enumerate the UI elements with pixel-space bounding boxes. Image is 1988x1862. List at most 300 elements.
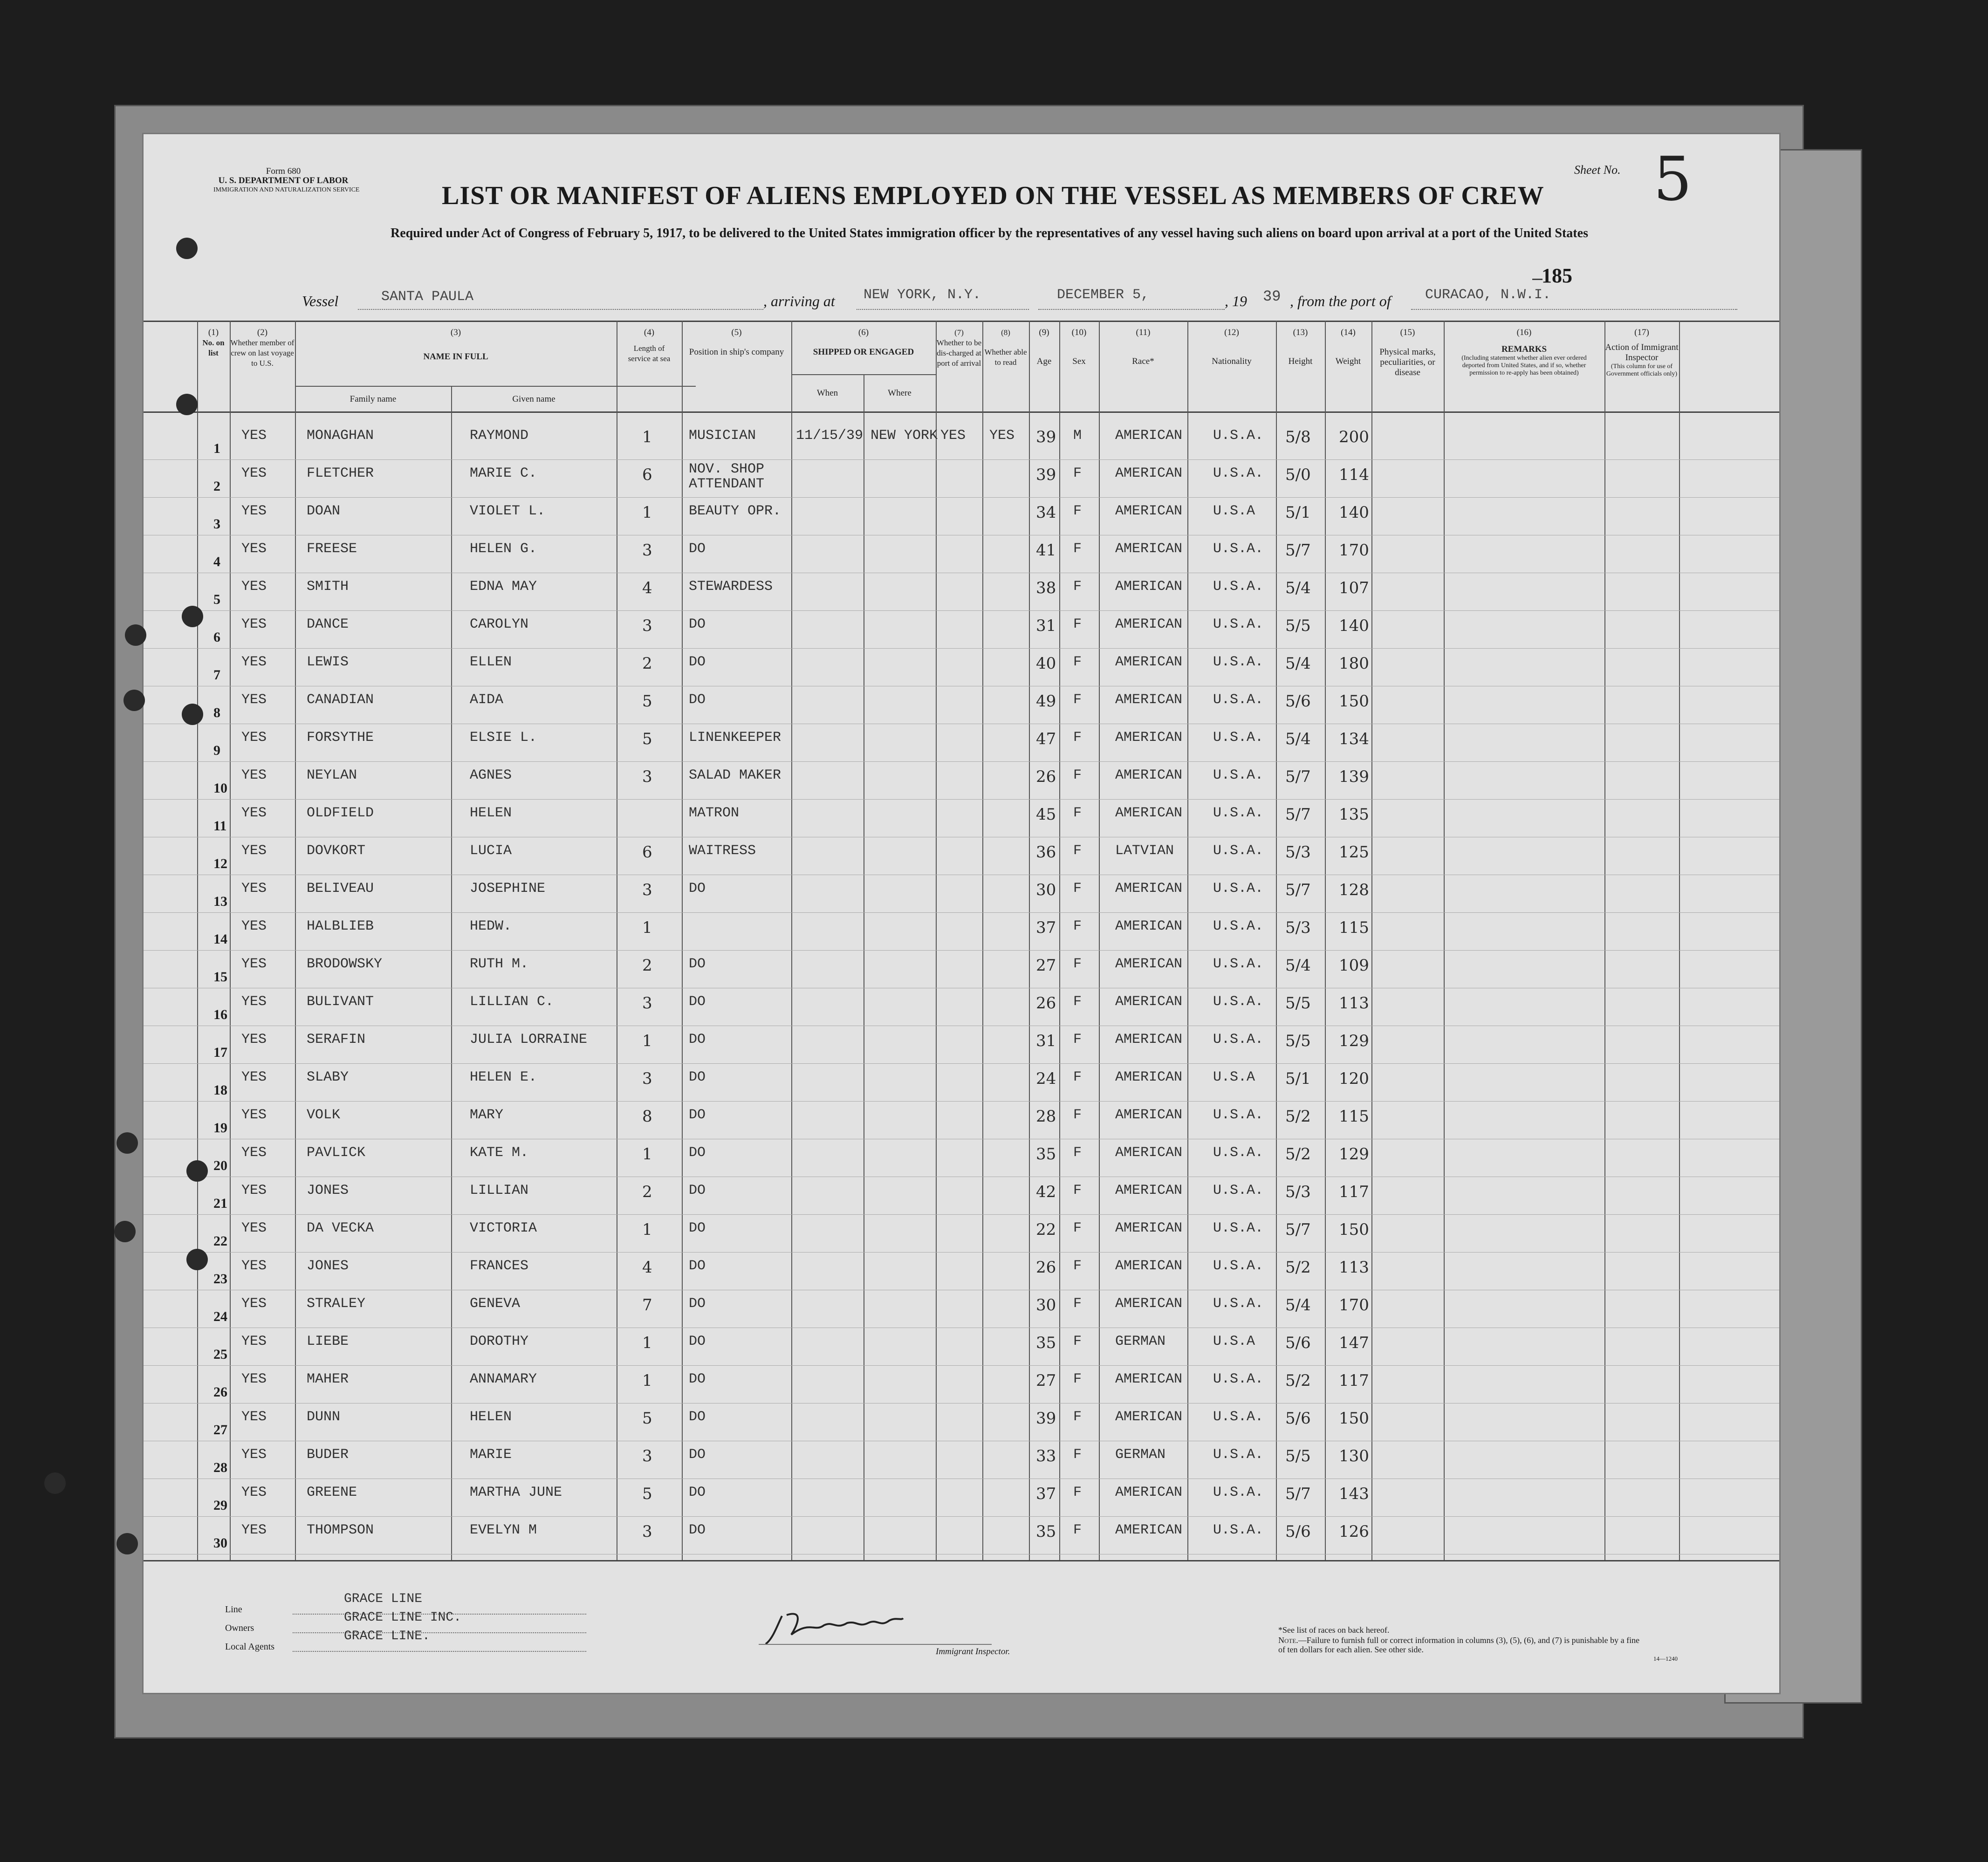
race-cell: GERMAN <box>1115 1447 1166 1463</box>
col-heading-no: (1) No. on list <box>202 328 225 357</box>
service-cell: 2 <box>642 1183 652 1201</box>
weight-cell: 139 <box>1339 767 1369 786</box>
height-cell: 5/6 <box>1285 1409 1311 1428</box>
weight-cell: 129 <box>1339 1032 1369 1050</box>
row-rule <box>144 610 1779 611</box>
row-number: 27 <box>213 1422 227 1438</box>
row-number: 30 <box>213 1535 227 1551</box>
nationality-cell: U.S.A. <box>1213 579 1264 595</box>
table-row <box>144 461 1779 498</box>
row-number: 21 <box>213 1196 227 1211</box>
sex-cell: F <box>1073 692 1082 708</box>
sex-cell: F <box>1073 994 1082 1010</box>
manifest-sheet <box>142 133 1781 1694</box>
family-name-cell: MAHER <box>307 1371 349 1387</box>
family-name-cell: DANCE <box>307 616 349 632</box>
weight-cell: 147 <box>1339 1334 1369 1352</box>
height-cell: 5/7 <box>1285 1485 1311 1503</box>
sex-cell: F <box>1073 805 1082 821</box>
age-cell: 26 <box>1036 1258 1056 1277</box>
row-number: 18 <box>213 1082 227 1098</box>
row-rule <box>144 1063 1779 1064</box>
given-name-cell: RAYMOND <box>470 428 529 444</box>
col-heading-crew: (2) Whether member of crew on last voyage to U.S. <box>230 328 295 368</box>
crew-cell: YES <box>241 1371 267 1387</box>
owners-label: Owners <box>225 1623 254 1633</box>
position-cell: MATRON <box>689 805 740 821</box>
nationality-cell: U.S.A. <box>1213 881 1264 897</box>
crew-cell: YES <box>241 466 267 481</box>
line-label: Line <box>225 1604 242 1615</box>
crew-cell: YES <box>241 1296 267 1312</box>
row-number: 23 <box>213 1271 227 1287</box>
arrival-date: DECEMBER 5, <box>1057 287 1150 303</box>
table-row <box>144 989 1779 1027</box>
nationality-cell: U.S.A <box>1213 503 1255 519</box>
race-cell: AMERICAN <box>1115 1032 1183 1047</box>
weight-cell: 130 <box>1339 1447 1369 1465</box>
race-cell: AMERICAN <box>1115 994 1183 1010</box>
given-name-cell: MARTHA JUNE <box>470 1485 562 1500</box>
weight-cell: 109 <box>1339 956 1369 975</box>
position-cell: DO <box>689 616 706 632</box>
table-row <box>144 1404 1779 1442</box>
race-cell: GERMAN <box>1115 1334 1166 1349</box>
race-cell: AMERICAN <box>1115 1069 1183 1085</box>
service-cell: 3 <box>642 994 652 1013</box>
list-number-dash <box>1532 279 1542 280</box>
sex-cell: F <box>1073 843 1082 859</box>
binder-hole <box>125 624 146 646</box>
family-name-cell: FORSYTHE <box>307 730 374 746</box>
family-name-cell: JONES <box>307 1258 349 1274</box>
height-cell: 5/4 <box>1285 956 1311 975</box>
inspector-line <box>759 1644 992 1645</box>
height-cell: 5/1 <box>1285 1069 1311 1088</box>
form-code: 14—1240 <box>1653 1655 1678 1662</box>
crew-cell: YES <box>241 956 267 972</box>
given-name-cell: JULIA LORRAINE <box>470 1032 588 1047</box>
sex-cell: F <box>1073 730 1082 746</box>
position-cell: DO <box>689 1258 706 1274</box>
binder-hole <box>182 704 203 725</box>
race-cell: AMERICAN <box>1115 1145 1183 1161</box>
given-name-cell: CAROLYN <box>470 616 529 632</box>
row-number: 22 <box>213 1233 227 1249</box>
race-cell: AMERICAN <box>1115 1522 1183 1538</box>
sex-cell: F <box>1073 1371 1082 1387</box>
row-number: 29 <box>213 1498 227 1513</box>
height-cell: 5/4 <box>1285 654 1311 673</box>
race-cell: AMERICAN <box>1115 1296 1183 1312</box>
height-cell: 5/5 <box>1285 1447 1311 1465</box>
crew-cell: YES <box>241 541 267 557</box>
weight-cell: 135 <box>1339 805 1369 824</box>
height-cell: 5/2 <box>1285 1371 1311 1390</box>
table-row <box>144 1102 1779 1140</box>
binder-hole <box>182 606 203 627</box>
position-cell: DO <box>689 1447 706 1463</box>
given-name-cell: EVELYN M <box>470 1522 537 1538</box>
shipped-when-cell: 11/15/39 <box>796 428 864 444</box>
age-cell: 27 <box>1036 1371 1056 1390</box>
nationality-cell: U.S.A. <box>1213 1107 1264 1123</box>
service-cell: 3 <box>642 1522 652 1541</box>
age-cell: 37 <box>1036 918 1056 937</box>
height-cell: 5/6 <box>1285 1522 1311 1541</box>
crew-cell: YES <box>241 616 267 632</box>
nationality-cell: U.S.A. <box>1213 466 1264 481</box>
table-row <box>144 687 1779 725</box>
sex-cell: F <box>1073 1032 1082 1047</box>
agents-underline <box>293 1651 586 1652</box>
row-number: 24 <box>213 1309 227 1324</box>
position-cell: DO <box>689 1485 706 1500</box>
service-cell: 8 <box>642 1107 652 1126</box>
family-name-cell: HALBLIEB <box>307 918 374 934</box>
race-cell: AMERICAN <box>1115 1258 1183 1274</box>
line-value: GRACE LINE <box>344 1592 423 1606</box>
row-number: 16 <box>213 1007 227 1022</box>
age-cell: 35 <box>1036 1334 1056 1352</box>
weight-cell: 115 <box>1339 1107 1369 1126</box>
family-name-cell: NEYLAN <box>307 767 357 783</box>
position-cell: DO <box>689 1183 706 1198</box>
nationality-cell: U.S.A. <box>1213 1371 1264 1387</box>
row-number: 20 <box>213 1158 227 1173</box>
binder-hole <box>117 1533 138 1554</box>
col-heading-read: (8) Whether able to read <box>984 328 1027 367</box>
col-heading-when: When <box>816 388 838 398</box>
family-name-cell: SERAFIN <box>307 1032 366 1047</box>
position-cell: MUSICIAN <box>689 428 756 444</box>
crew-cell: YES <box>241 1258 267 1274</box>
col-heading-age: (9) Age <box>1036 328 1052 366</box>
nationality-cell: U.S.A. <box>1213 541 1264 557</box>
col-heading-discharged: (7) Whether to be dis-charged at port of arrival <box>936 328 982 368</box>
col-heading-service: (4) Length of service at sea <box>628 328 671 363</box>
table-row <box>144 1442 1779 1479</box>
table-row <box>144 952 1779 989</box>
row-rule <box>144 761 1779 762</box>
binder-hole <box>117 1132 138 1154</box>
age-cell: 36 <box>1036 843 1056 862</box>
nationality-cell: U.S.A <box>1213 1334 1255 1349</box>
read-cell: YES <box>989 428 1015 444</box>
date-line <box>1038 309 1225 310</box>
service-cell: 5 <box>642 1409 652 1428</box>
col-heading-action: (17) Action of Immigrant Inspector (This column for use of Government officials only) <box>1605 328 1679 377</box>
table-row <box>144 499 1779 536</box>
sex-cell: F <box>1073 579 1082 595</box>
family-name-cell: MONAGHAN <box>307 428 374 444</box>
race-cell: AMERICAN <box>1115 1183 1183 1198</box>
age-cell: 26 <box>1036 767 1056 786</box>
binder-hole <box>176 394 198 415</box>
age-cell: 39 <box>1036 1409 1056 1428</box>
col-heading-name: (3) NAME IN FULL <box>423 328 488 362</box>
family-name-cell: LEWIS <box>307 654 349 670</box>
given-name-cell: RUTH M. <box>470 956 529 972</box>
inspector-label: Immigrant Inspector. <box>936 1647 1010 1657</box>
crew-cell: YES <box>241 692 267 708</box>
height-cell: 5/6 <box>1285 692 1311 711</box>
weight-cell: 117 <box>1339 1183 1369 1201</box>
crew-cell: YES <box>241 730 267 746</box>
crew-cell: YES <box>241 1183 267 1198</box>
table-row <box>144 1178 1779 1215</box>
age-cell: 40 <box>1036 654 1056 673</box>
sex-cell: F <box>1073 767 1082 783</box>
family-name-cell: OLDFIELD <box>307 805 374 821</box>
given-name-cell: HELEN E. <box>470 1069 537 1085</box>
family-name-cell: STRALEY <box>307 1296 366 1312</box>
nationality-cell: U.S.A. <box>1213 1447 1264 1463</box>
sex-cell: F <box>1073 1183 1082 1198</box>
weight-cell: 129 <box>1339 1145 1369 1164</box>
row-number: 7 <box>213 667 220 683</box>
weight-cell: 170 <box>1339 541 1369 560</box>
crew-cell: YES <box>241 654 267 670</box>
col-heading-physical: (15) Physical marks, peculiarities, or disease <box>1379 328 1436 377</box>
age-cell: 34 <box>1036 503 1056 522</box>
height-cell: 5/5 <box>1285 616 1311 635</box>
given-name-cell: HELEN <box>470 805 512 821</box>
sex-cell: F <box>1073 956 1082 972</box>
crew-cell: YES <box>241 805 267 821</box>
row-rule <box>144 950 1779 951</box>
position-cell: DO <box>689 541 706 557</box>
race-cell: AMERICAN <box>1115 541 1183 557</box>
position-cell: DO <box>689 1296 706 1312</box>
col-heading-sex: (10) Sex <box>1071 328 1087 366</box>
service-cell: 1 <box>642 1371 652 1390</box>
crew-cell: YES <box>241 1145 267 1161</box>
age-cell: 42 <box>1036 1183 1056 1201</box>
sex-cell: F <box>1073 1069 1082 1085</box>
family-name-cell: BULIVANT <box>307 994 374 1010</box>
col-heading-given: Given name <box>512 394 555 404</box>
age-cell: 22 <box>1036 1220 1056 1239</box>
header-top-rule <box>144 321 1779 322</box>
age-cell: 31 <box>1036 1032 1056 1050</box>
family-name-cell: PAVLICK <box>307 1145 366 1161</box>
race-cell: AMERICAN <box>1115 805 1183 821</box>
service-cell: 1 <box>642 503 652 522</box>
departure-port: CURACAO, N.W.I. <box>1425 287 1551 303</box>
row-rule <box>144 1365 1779 1366</box>
col-heading-remarks: (16) REMARKS (Including statement whether alien ever ordered deported from United States, and if so, whether permission to re-apply has been obtained) <box>1461 328 1587 377</box>
sex-cell: F <box>1073 1145 1082 1161</box>
given-name-cell: ELLEN <box>470 654 512 670</box>
legal-note: Note.—Failure to furnish full or correct information in columns (3), (5), (6), and (7) is punishable by a fine of ten dollars for each alien. See other side. <box>1278 1636 1640 1654</box>
sex-cell: F <box>1073 1296 1082 1312</box>
table-row <box>144 1216 1779 1253</box>
service-cell: 7 <box>642 1296 652 1314</box>
row-rule <box>144 1516 1779 1517</box>
family-name-cell: JONES <box>307 1183 349 1198</box>
family-name-cell: FREESE <box>307 541 357 557</box>
service-cell: 2 <box>642 956 652 975</box>
sheet-label: Sheet No. <box>1574 163 1621 177</box>
age-cell: 47 <box>1036 730 1056 748</box>
age-cell: 27 <box>1036 956 1056 975</box>
service-cell: 2 <box>642 654 652 673</box>
row-number: 5 <box>213 592 220 607</box>
nationality-cell: U.S.A. <box>1213 956 1264 972</box>
crew-cell: YES <box>241 579 267 595</box>
form-header <box>213 166 360 195</box>
height-cell: 5/8 <box>1285 428 1311 446</box>
nationality-cell: U.S.A. <box>1213 616 1264 632</box>
binder-hole <box>186 1249 208 1270</box>
race-cell: AMERICAN <box>1115 1220 1183 1236</box>
crew-cell: YES <box>241 1409 267 1425</box>
nationality-cell: U.S.A. <box>1213 692 1264 708</box>
race-cell: AMERICAN <box>1115 654 1183 670</box>
age-cell: 45 <box>1036 805 1056 824</box>
row-number: 14 <box>213 931 227 947</box>
row-number: 17 <box>213 1045 227 1060</box>
binder-hole <box>114 1221 136 1242</box>
table-row <box>144 1253 1779 1291</box>
nationality-cell: U.S.A. <box>1213 428 1264 444</box>
table-row <box>144 1367 1779 1404</box>
row-rule <box>144 648 1779 649</box>
service-cell: 5 <box>642 1485 652 1503</box>
col-heading-height: (13) Height <box>1288 328 1313 366</box>
service-name: IMMIGRATION AND NATURALIZATION SERVICE <box>213 186 360 193</box>
sheet-number: 5 <box>1653 144 1692 214</box>
family-name-cell: THOMPSON <box>307 1522 374 1538</box>
position-cell: DO <box>689 1069 706 1085</box>
service-cell: 4 <box>642 579 652 597</box>
family-name-cell: BRODOWSKY <box>307 956 383 972</box>
age-cell: 31 <box>1036 616 1056 635</box>
given-name-cell: HELEN <box>470 1409 512 1425</box>
race-cell: AMERICAN <box>1115 881 1183 897</box>
table-row <box>144 1329 1779 1366</box>
position-cell: DO <box>689 956 706 972</box>
weight-cell: 150 <box>1339 692 1369 711</box>
position-cell: DO <box>689 881 706 897</box>
row-number: 28 <box>213 1460 227 1475</box>
header-bottom-rule <box>144 411 1779 413</box>
service-cell: 1 <box>642 1145 652 1164</box>
service-cell: 6 <box>642 843 652 862</box>
position-cell: DO <box>689 1032 706 1047</box>
family-name-cell: LIEBE <box>307 1334 349 1349</box>
table-row <box>144 1518 1779 1555</box>
table-row <box>144 1065 1779 1102</box>
sex-cell: F <box>1073 1522 1082 1538</box>
row-rule <box>144 459 1779 460</box>
height-cell: 5/7 <box>1285 1220 1311 1239</box>
sex-cell: F <box>1073 616 1082 632</box>
sex-cell: F <box>1073 1107 1082 1123</box>
from-port-line <box>1411 309 1737 310</box>
row-number: 26 <box>213 1384 227 1400</box>
col-heading-where: Where <box>888 388 912 398</box>
row-number: 25 <box>213 1347 227 1362</box>
crew-cell: YES <box>241 1447 267 1463</box>
crew-cell: YES <box>241 918 267 934</box>
height-cell: 5/4 <box>1285 579 1311 597</box>
row-number: 4 <box>213 554 220 569</box>
binder-hole <box>44 1472 66 1494</box>
family-name-cell: DOAN <box>307 503 341 519</box>
col-heading-shipped: (6) SHIPPED OR ENGAGED <box>813 328 914 357</box>
weight-cell: 150 <box>1339 1409 1369 1428</box>
height-cell: 5/2 <box>1285 1145 1311 1164</box>
age-cell: 41 <box>1036 541 1056 560</box>
family-name-cell: BELIVEAU <box>307 881 374 897</box>
vessel-line <box>358 309 763 310</box>
nationality-cell: U.S.A. <box>1213 1258 1264 1274</box>
col-heading-position: (5) Position in ship's company <box>689 328 784 357</box>
age-cell: 38 <box>1036 579 1056 597</box>
given-name-cell: HEDW. <box>470 918 512 934</box>
family-name-cell: DOVKORT <box>307 843 366 859</box>
family-name-cell: DA VECKA <box>307 1220 374 1236</box>
sex-cell: F <box>1073 1485 1082 1500</box>
weight-cell: 113 <box>1339 994 1369 1013</box>
row-number: 10 <box>213 780 227 796</box>
row-number: 11 <box>213 818 227 834</box>
height-cell: 5/4 <box>1285 730 1311 748</box>
height-cell: 5/4 <box>1285 1296 1311 1314</box>
weight-cell: 107 <box>1339 579 1369 597</box>
row-rule <box>144 799 1779 800</box>
age-cell: 28 <box>1036 1107 1056 1126</box>
service-cell: 6 <box>642 466 652 484</box>
position-cell: DO <box>689 1522 706 1538</box>
agents-value: GRACE LINE. <box>344 1629 430 1643</box>
height-cell: 5/3 <box>1285 1183 1311 1201</box>
col-heading-weight: (14) Weight <box>1335 328 1361 366</box>
sex-cell: F <box>1073 881 1082 897</box>
sex-cell: F <box>1073 1409 1082 1425</box>
race-cell: AMERICAN <box>1115 1409 1183 1425</box>
race-cell: AMERICAN <box>1115 692 1183 708</box>
service-cell: 3 <box>642 1069 652 1088</box>
height-cell: 5/0 <box>1285 466 1311 484</box>
row-rule <box>144 1214 1779 1215</box>
family-name-cell: CANADIAN <box>307 692 374 708</box>
weight-cell: 140 <box>1339 503 1369 522</box>
family-name-cell: GREENE <box>307 1485 357 1500</box>
discharged-cell: YES <box>940 428 966 444</box>
given-name-cell: LILLIAN <box>470 1183 529 1198</box>
crew-cell: YES <box>241 994 267 1010</box>
sex-cell: F <box>1073 1334 1082 1349</box>
table-row <box>144 914 1779 951</box>
position-cell: DO <box>689 1409 706 1425</box>
race-cell: AMERICAN <box>1115 466 1183 481</box>
page-subtitle: Required under Act of Congress of February 5, 1917, to be delivered to the United States immigration officer by the representatives of any vessel having such aliens on board upon arrival at a port of the United States <box>391 226 1588 240</box>
height-cell: 5/3 <box>1285 843 1311 862</box>
table-row <box>144 801 1779 838</box>
age-cell: 26 <box>1036 994 1056 1013</box>
sex-cell: F <box>1073 541 1082 557</box>
weight-cell: 200 <box>1339 428 1369 446</box>
sex-cell: F <box>1073 503 1082 519</box>
position-cell: NOV. SHOP ATTENDANT <box>689 461 765 492</box>
given-name-cell: ELSIE L. <box>470 730 537 746</box>
row-number: 2 <box>213 479 220 494</box>
row-number: 3 <box>213 516 220 532</box>
row-number: 8 <box>213 705 220 720</box>
